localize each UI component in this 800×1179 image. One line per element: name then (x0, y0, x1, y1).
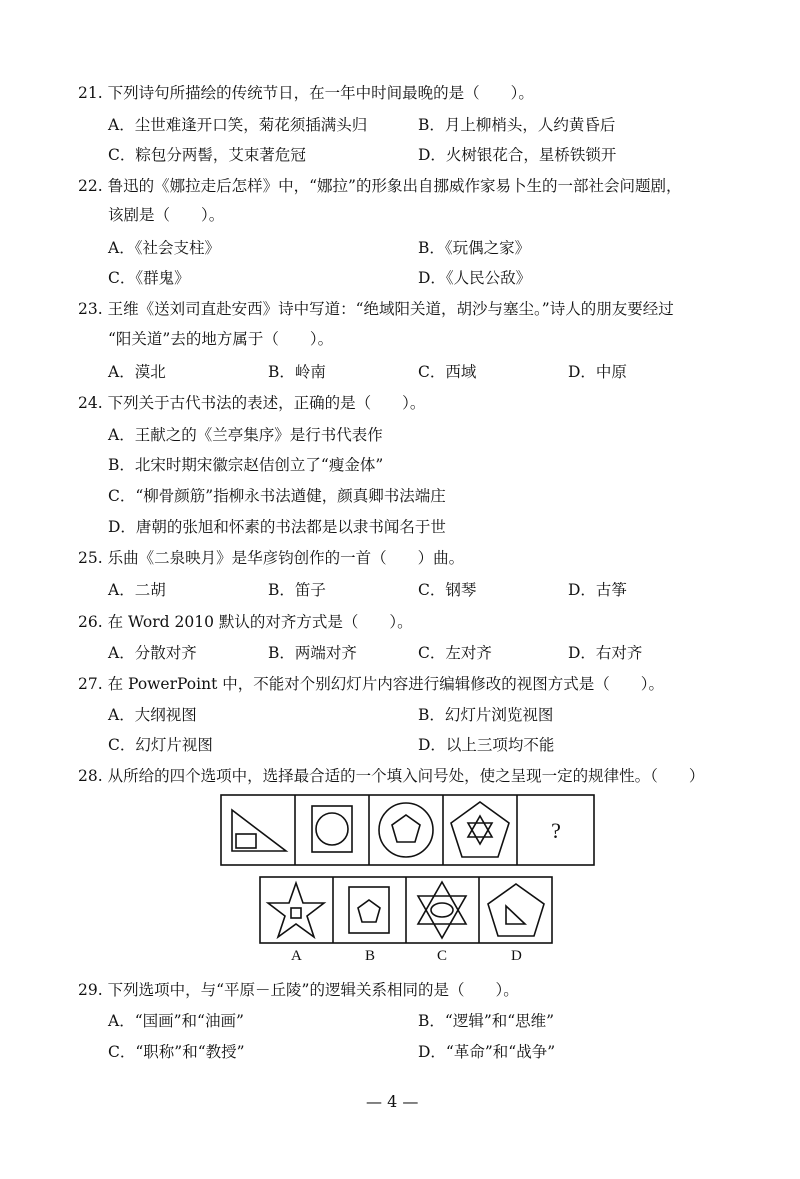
option-c: C．钢琴 (418, 581, 477, 599)
question-number: 27. (78, 675, 103, 693)
option-c: C．左对齐 (418, 644, 492, 662)
question-mark: ? (551, 818, 561, 843)
option-a: A．王献之的《兰亭集序》是行书代表作 (108, 426, 383, 444)
question-text: 在 PowerPoint 中，不能对个别幻灯片内容进行编辑修改的视图方式是（ ）。 (107, 675, 664, 693)
page-number: — 4 — (366, 1092, 419, 1111)
option-a: A．“国画”和“油画” (108, 1012, 244, 1030)
answer-label-d: D (511, 948, 522, 964)
pattern-sequence-figure (220, 794, 595, 866)
option-d: D．中原 (568, 363, 627, 381)
option-a: A．分散对齐 (108, 644, 197, 662)
question-27 (78, 674, 664, 694)
option-b: B．笛子 (268, 581, 326, 599)
option-b: B．“逻辑”和“思维” (418, 1012, 555, 1030)
option-d: D．“革命”和“战争” (418, 1043, 556, 1061)
answer-label-c: C (437, 948, 448, 964)
question-24 (78, 393, 425, 413)
question-29 (78, 980, 519, 1000)
option-d: D．右对齐 (568, 644, 643, 662)
question-text: 乐曲《二泉映月》是华彦钧创作的一首（ ）曲。 (107, 549, 465, 567)
question-22 (78, 176, 681, 196)
question-text: 王维《送刘司直赴安西》诗中写道：“绝域阳关道，胡沙与塞尘。”诗人的朋友要经过 (107, 300, 674, 318)
question-21 (78, 83, 534, 103)
triangle-with-square-shape (232, 810, 286, 851)
option-b: B．岭南 (268, 363, 326, 381)
option-c-star-with-ellipse-shape (418, 882, 466, 938)
option-a: A．漠北 (108, 363, 166, 381)
option-b-square-with-pentagon-shape (349, 887, 389, 933)
option-b: B．月上柳梢头，人约黄昏后 (418, 116, 616, 134)
circle-with-pentagon-shape (379, 803, 433, 857)
question-23 (78, 299, 674, 319)
answer-options-figure (259, 876, 553, 944)
answer-label-b: B (365, 948, 376, 964)
question-number: 26. (78, 613, 103, 631)
option-b: B．两端对齐 (268, 644, 357, 662)
option-a: A．尘世难逢开口笑，菊花须插满头归 (108, 116, 368, 134)
answer-label-a: A (291, 948, 302, 964)
question-text: 下列选项中，与“平原－丘陵”的逻辑关系相同的是（ ）。 (107, 981, 519, 999)
option-d: D．唐朝的张旭和怀素的书法都是以隶书闻名于世 (108, 518, 446, 536)
pentagon-with-star-shape (451, 802, 509, 857)
option-c: C．西域 (418, 363, 477, 381)
question-number: 21. (78, 84, 103, 102)
question-26 (78, 612, 413, 632)
option-d-pentagon-with-triangle-shape (488, 884, 544, 936)
option-b: B．《玩偶之家》 (418, 239, 531, 257)
square-with-circle-shape (312, 806, 352, 852)
question-number: 23. (78, 300, 103, 318)
question-25 (78, 548, 464, 568)
option-c: C．《群鬼》 (108, 269, 190, 287)
option-c: C．粽包分两髻，艾束著危冠 (108, 146, 306, 164)
question-number: 22. (78, 177, 103, 195)
question-text: 鲁迅的《娜拉走后怎样》中，“娜拉”的形象出自挪威作家易卜生的一部社会问题剧， (107, 177, 682, 195)
question-number: 28. (78, 767, 103, 785)
option-c: C．幻灯片视图 (108, 736, 213, 754)
question-text: 下列关于古代书法的表述，正确的是（ ）。 (107, 394, 426, 412)
question-text: 从所给的四个选项中，选择最合适的一个填入问号处，使之呈现一定的规律性。（ ） (107, 767, 705, 785)
option-a: A．二胡 (108, 581, 166, 599)
question-text-continued: 该剧是（ ）。 (108, 206, 225, 224)
option-d: D．火树银花合，星桥铁锁开 (418, 146, 617, 164)
question-number: 24. (78, 394, 103, 412)
option-d: D．《人民公敌》 (418, 269, 532, 287)
option-a-star-with-square-shape (268, 883, 324, 937)
option-b: B．幻灯片浏览视图 (418, 706, 554, 724)
option-a: A．《社会支柱》 (108, 239, 220, 257)
option-c: C．“职称”和“教授” (108, 1043, 245, 1061)
option-b: B．北宋时期宋徽宗赵佶创立了“瘦金体” (108, 456, 384, 474)
option-d: D．古筝 (568, 581, 627, 599)
question-text-continued: “阳关道”去的地方属于（ ）。 (108, 330, 334, 348)
option-d: D．以上三项均不能 (418, 736, 555, 754)
question-text: 下列诗句所描绘的传统节日，在一年中时间最晚的是（ ）。 (107, 84, 534, 102)
option-c: C．“柳骨颜筋”指柳永书法遒健，颜真卿书法端庄 (108, 487, 446, 505)
sequence-frame (221, 795, 594, 865)
question-text: 在 Word 2010 默认的对齐方式是（ ）。 (107, 613, 413, 631)
option-a: A．大纲视图 (108, 706, 197, 724)
question-number: 29. (78, 981, 103, 999)
question-number: 25. (78, 549, 103, 567)
question-28 (78, 766, 704, 786)
